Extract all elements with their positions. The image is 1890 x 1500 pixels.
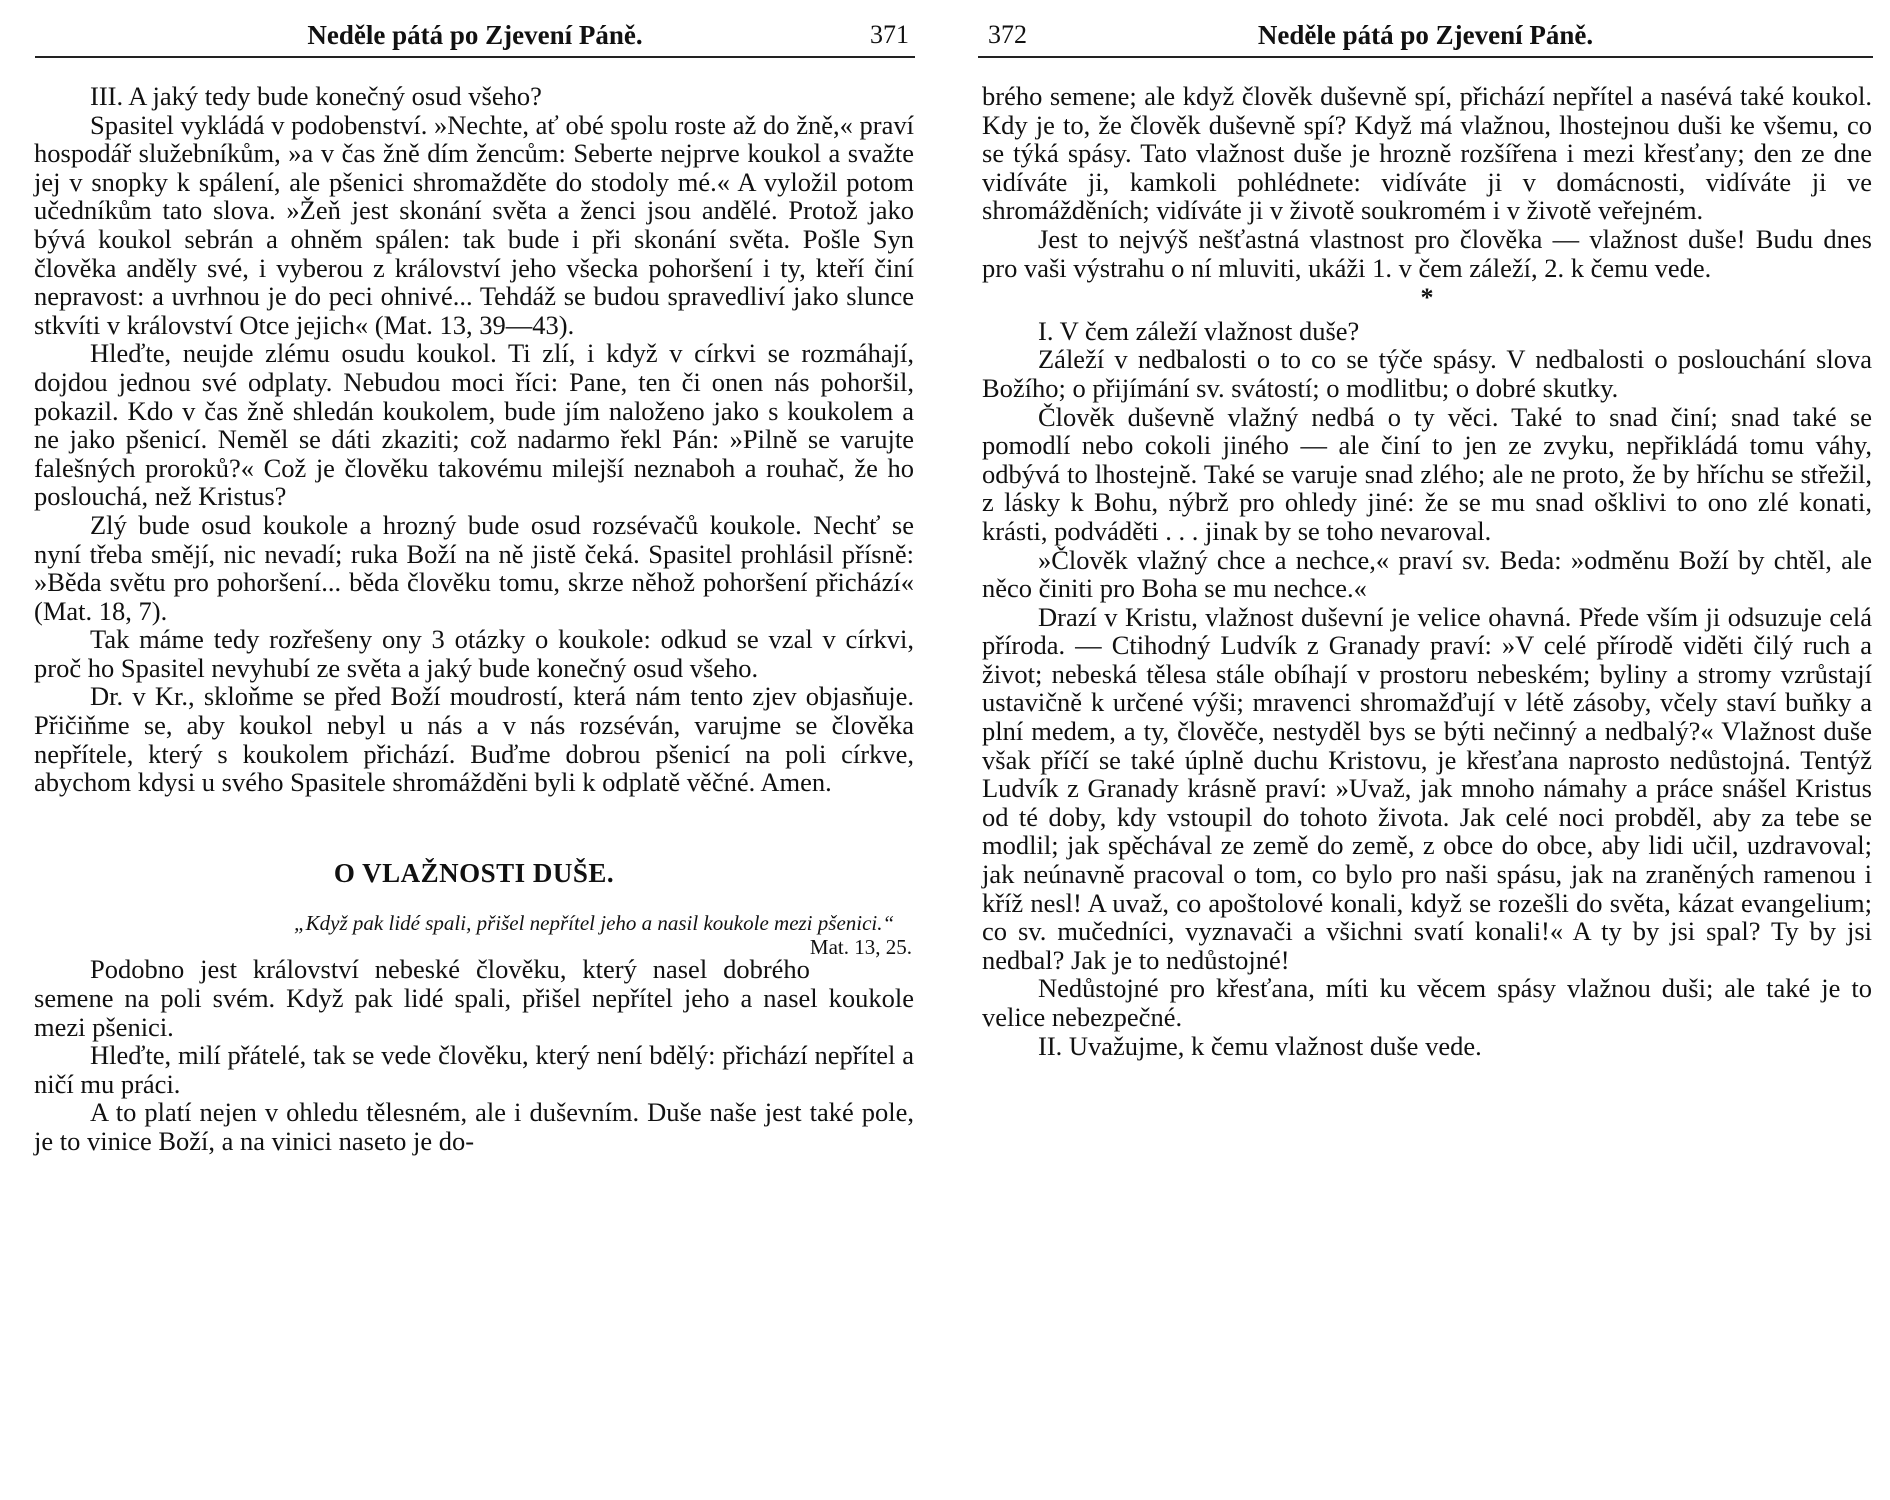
paragraph: Záleží v nedbalosti o to co se týče spásy. V nedbalosti o poslouchání slova Božího; o přijímání sv. svátostí; o modlitbu; o dobré skutky. [982, 344, 1872, 403]
page-number: 372 [988, 20, 1027, 49]
header-rule [35, 56, 915, 58]
paragraph: Spasitel vykládá v podobenství. »Nechte, ať obé spolu roste až do žně,« praví hospodář služebníkům, »a v čas žně dím žencům: Seberte nejprve koukol a svažte jej v snopky k spálení, ale pšenici shromažděte do stodoly mé.« A vyložil potom učedníkům tato slova. »Žeň jest skonání světa a ženci jsou andělé. Protož jako bývá koukol sebrán a ohněm spálen: tak bude i při skonání světa. Pošle Syn člověka anděly své, i vyberou z království jeho všecka pohoršení i ty, kteří činí nepravost: a uvrhnou je do peci ohnivé... Tehdáž se budou spravedliví jako slunce stkvíti v království Otce jejich« (Mat. 13, 39—43). [34, 109, 914, 340]
running-header [978, 14, 1873, 52]
paragraph: Nedůstojné pro křesťana, míti ku věcem spásy vlažnou duši; ale také je to velice nebezpečné. [982, 973, 1872, 1032]
paragraph: Člověk duševně vlažný nedbá o ty věci. Také to snad činí; snad také se pomodlí nebo cokoli jiného — ale činí to jen ze zvyku, nepřikládá tomu váhy, odbývá to lhostejně. Také se varuje snad zlého; ale ne proto, že by hříchu se střežil, z lásky k Bohu, nýbrž pro ohledy jiné: že se mu snad ošklivi to ono zlé konati, krásti, podváděti . . . jinak by se toho nevaroval. [982, 401, 1872, 546]
header-title: Neděle pátá po Zjevení Páně. [1257, 20, 1594, 50]
paragraph: Tak máme tedy rozřešeny ony 3 otázky o koukole: odkud se vzal v církvi, proč ho Spasitel nevyhubí ze světa a jaký bude konečný osud všeho. [34, 624, 914, 683]
paragraph: Hleďte, milí přátelé, tak se vede člověku, který není bdělý: přichází nepřítel a ničí mu práci. [34, 1040, 914, 1099]
section-question: III. A jaký tedy bude konečný osud všeho? [90, 81, 542, 111]
page-number: 371 [870, 20, 909, 49]
page-body [982, 82, 1872, 1060]
section-heading: O VLAŽNOSTI DUŠE. [333, 857, 615, 888]
paragraph: Podobno jest království nebeské člověku, který nasel dobrého semene na poli svém. Když pak lidé spali, přišel nepřítel jeho a nasel koukole mezi pšenici. [34, 954, 914, 1042]
paragraph-continued: brého semene; ale když člověk duševně spí, přichází nepřítel a nasévá také koukol. Kdy je to, že člověk duševně spí? Když má vlažnou, lhostejnou duši ke všemu, co se týká spásy. Tato vlažnost duše je hrozně rozšířena i mezi křesťany; den ze dne vidíváte ji, kamkoli pohlédnete: vidíváte ji v domácnosti, vidíváte ji ve shromážděních; vidíváte ji v životě soukromém i v životě veřejném. [982, 81, 1872, 226]
motto-text: „Když pak lidé spali, přišel nepřítel jeho a nasil koukole mezi pšenici.“ [294, 911, 895, 936]
paragraph: Hleďte, neujde zlému osudu koukol. Ti zlí, i když v církvi se rozmáhají, dojdou jednou své odplaty. Nebudou moci říci: Pane, ten či onen nás pohoršil, pokazil. Kdo v čas žně shledán koukolem, bude jím naloženo jako s koukolem a ne jako pšenicí. Neměl se dáti zkaziti; což nadarmo řekl Pán: »Pilně se varujte falešných proroků?« Což je člověku takovému milejší neznaboh a rouhač, že ho poslouchá, než Kristus? [34, 338, 914, 512]
motto [294, 911, 914, 960]
right-page [945, 0, 1890, 1500]
header-rule [978, 56, 1873, 58]
motto-reference: Mat. 13, 25. [809, 935, 912, 960]
running-header [35, 14, 915, 52]
paragraph: Dr. v Kr., skloňme se před Boží moudrostí, která nám tento zjev objasňuje. Přičiňme se, aby koukol nebyl u nás a v nás rozséván, varujme se člověka nepřítele, který s koukolem přichází. Buďme dobrou pšenicí na poli církve, abychom kdysi u svého Spasitele shromážděni byli k odplatě věčné. Amen. [34, 681, 914, 798]
page-body [34, 82, 914, 1156]
paragraph: Jest to nejvýš nešťastná vlastnost pro člověka — vlažnost duše! Budu dnes pro vaši výstrahu o ní mluviti, ukáži 1. v čem záleží, 2. k čemu vede. [982, 223, 1872, 283]
paragraph: II. Uvažujme, k čemu vlažnost duše vede. [1038, 1030, 1482, 1061]
section-separator-star: * [1420, 283, 1434, 313]
paragraph: »Člověk vlažný chce a nechce,« praví sv. Beda: »odměnu Boží by chtěl, ale něco činiti pro Boha se mu nechce.« [982, 544, 1872, 604]
paragraph: Zlý bude osud koukole a hrozný bude osud rozsévačů koukole. Nechť se nyní třeba smějí, nic nevadí; ruka Boží na ně jistě čeká. Spasitel prohlásil přísně: »Běda světu pro pohoršení... běda člověku tomu, skrze něhož pohoršení přichází« (Mat. 18, 7). [34, 509, 914, 626]
header-title: Neděle pátá po Zjevení Páně. [307, 20, 643, 50]
paragraph: A to platí nejen v ohledu tělesném, ale i duševním. Duše naše jest také pole, je to vinice Boží, a na vinici naseto je do- [34, 1097, 914, 1156]
section-question: I. V čem záleží vlažnost duše? [1038, 315, 1360, 346]
paragraph: Drazí v Kristu, vlažnost duševní je velice ohavná. Přede vším ji odsuzuje celá příroda. — Ctihodný Ludvík z Granady praví: »V celé přírodě viděti čilý ruch a život; nebeská tělesa stále obíhají v prostoru nebeském; byliny a stromy vzrůstají ustavičně k určené výši; mravenci shromažďují v létě zásoby, včely staví buňky a plní medem, a ty, člověče, nestyděl bys se býti nečinný a nedbalý?« Vlažnost duše však příčí se také úplně duchu Kristovu, je křesťana naprosto nedůstojná. Tentýž Ludvík z Granady krásně praví: »Uvaž, jak mnoho námahy a práce snášel Kristus od té doby, kdy vstoupil do tohoto života. Jak celé noci probděl, aby za tebe se modlil; jak spěchával ze země do země, z obce do obce, aby lidi učil, uzdravoval; jak neúnavně pracoval o tom, co bylo pro naši spásu, jak na zraněných ramenou i kříž nesl! A uvaž, co apoštolové konali, když se rozešli do světa, kázat evangelium; co sv. mučedníci, vyznavači a všichni svatí konali!« A ty by jsi spal? Ty by jsi nedbal? Jak je to nedůstojné! [982, 601, 1872, 975]
